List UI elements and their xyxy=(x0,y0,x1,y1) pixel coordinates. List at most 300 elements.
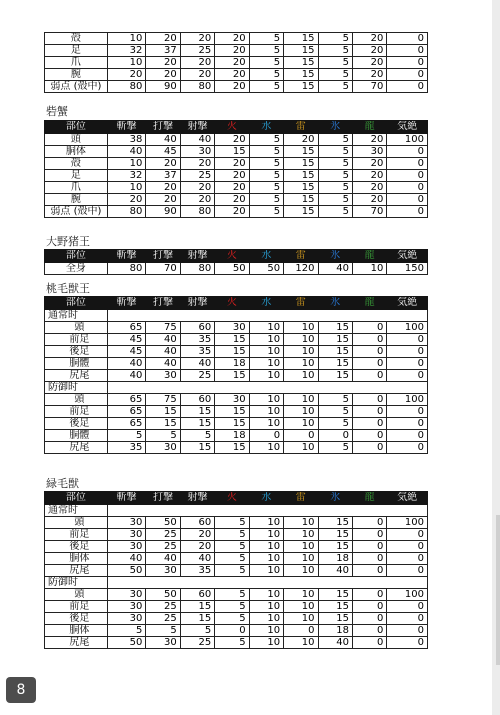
column-header: 雷 xyxy=(284,297,318,310)
value-cell: 20 xyxy=(146,57,180,69)
body-part-cell: 全身 xyxy=(45,263,108,275)
value-cell: 0 xyxy=(387,418,428,430)
value-cell: 20 xyxy=(215,45,249,57)
table-header-row xyxy=(45,297,428,310)
body-part-cell: 腕 xyxy=(45,69,108,81)
body-part-cell: 後足 xyxy=(45,541,108,553)
value-cell: 10 xyxy=(284,322,318,334)
value-cell: 40 xyxy=(146,346,180,358)
value-cell: 30 xyxy=(107,589,146,601)
value-cell: 5 xyxy=(249,69,283,81)
value-cell: 5 xyxy=(249,57,283,69)
value-cell: 15 xyxy=(146,418,180,430)
body-part-cell: 弱点 (殻中) xyxy=(45,81,108,93)
monster-title: 桃毛獣王 xyxy=(46,282,90,295)
table-row xyxy=(45,33,428,45)
column-header: 斬撃 xyxy=(107,492,146,505)
value-cell: 20 xyxy=(352,57,386,69)
column-header: 氷 xyxy=(318,250,352,263)
state-label-row xyxy=(45,577,428,589)
table-row xyxy=(45,406,428,418)
value-cell: 40 xyxy=(107,553,146,565)
value-cell: 75 xyxy=(146,394,180,406)
value-cell: 15 xyxy=(318,334,352,346)
value-cell: 40 xyxy=(146,358,180,370)
body-part-cell: 殻 xyxy=(45,158,108,170)
value-cell: 5 xyxy=(249,182,283,194)
value-cell: 0 xyxy=(352,589,386,601)
table-row xyxy=(45,442,428,454)
value-cell: 50 xyxy=(146,589,180,601)
value-cell: 65 xyxy=(107,322,146,334)
value-cell: 15 xyxy=(284,33,318,45)
value-cell: 60 xyxy=(180,394,214,406)
body-part-cell: 頭 xyxy=(45,322,108,334)
value-cell: 10 xyxy=(249,625,283,637)
value-cell: 0 xyxy=(387,158,428,170)
value-cell: 80 xyxy=(180,206,214,218)
table-row xyxy=(45,69,428,81)
body-part-cell: 胴体 xyxy=(45,553,108,565)
column-header: 斬撃 xyxy=(107,250,146,263)
empty-cell xyxy=(107,382,427,394)
value-cell: 20 xyxy=(215,206,249,218)
column-header: 気絶 xyxy=(387,492,428,505)
table-row xyxy=(45,370,428,382)
value-cell: 15 xyxy=(318,358,352,370)
value-cell: 10 xyxy=(249,601,283,613)
body-part-cell: 頭 xyxy=(45,589,108,601)
table-header-row xyxy=(45,250,428,263)
table-row xyxy=(45,194,428,206)
column-header: 打撃 xyxy=(146,250,180,263)
value-cell: 15 xyxy=(318,346,352,358)
value-cell: 20 xyxy=(180,194,214,206)
value-cell: 20 xyxy=(215,81,249,93)
value-cell: 38 xyxy=(107,134,146,146)
value-cell: 10 xyxy=(249,541,283,553)
value-cell: 10 xyxy=(249,322,283,334)
table-row xyxy=(45,134,428,146)
column-header: 気絶 xyxy=(387,250,428,263)
table-row xyxy=(45,346,428,358)
value-cell: 20 xyxy=(215,170,249,182)
value-cell: 0 xyxy=(352,601,386,613)
value-cell: 0 xyxy=(387,206,428,218)
table-row xyxy=(45,358,428,370)
column-header: 龍 xyxy=(352,121,386,134)
value-cell: 45 xyxy=(107,334,146,346)
state-label-row xyxy=(45,382,428,394)
column-header: 部位 xyxy=(45,250,108,263)
value-cell: 60 xyxy=(180,322,214,334)
value-cell: 0 xyxy=(284,625,318,637)
table-row xyxy=(45,553,428,565)
value-cell: 10 xyxy=(249,565,283,577)
value-cell: 20 xyxy=(107,194,146,206)
value-cell: 10 xyxy=(249,394,283,406)
hitzone-table xyxy=(44,120,428,218)
value-cell: 5 xyxy=(318,394,352,406)
value-cell: 5 xyxy=(249,45,283,57)
value-cell: 0 xyxy=(352,358,386,370)
value-cell: 5 xyxy=(249,146,283,158)
value-cell: 10 xyxy=(249,334,283,346)
value-cell: 15 xyxy=(215,334,249,346)
value-cell: 5 xyxy=(107,430,146,442)
table-row xyxy=(45,45,428,57)
value-cell: 0 xyxy=(352,565,386,577)
value-cell: 35 xyxy=(180,346,214,358)
body-part-cell: 前足 xyxy=(45,406,108,418)
value-cell: 150 xyxy=(387,263,428,275)
value-cell: 0 xyxy=(387,637,428,649)
empty-cell xyxy=(107,310,427,322)
column-header: 打撃 xyxy=(146,492,180,505)
value-cell: 0 xyxy=(387,565,428,577)
value-cell: 40 xyxy=(146,134,180,146)
empty-cell xyxy=(107,577,427,589)
value-cell: 20 xyxy=(215,182,249,194)
value-cell: 0 xyxy=(387,370,428,382)
value-cell: 40 xyxy=(107,370,146,382)
table-row xyxy=(45,517,428,529)
value-cell: 30 xyxy=(146,370,180,382)
value-cell: 30 xyxy=(215,322,249,334)
column-header: 打撃 xyxy=(146,297,180,310)
table-row xyxy=(45,263,428,275)
value-cell: 25 xyxy=(180,637,214,649)
column-header: 打撃 xyxy=(146,121,180,134)
table-row xyxy=(45,146,428,158)
value-cell: 15 xyxy=(284,206,318,218)
column-header: 射撃 xyxy=(180,121,214,134)
column-header: 水 xyxy=(249,492,283,505)
value-cell: 10 xyxy=(284,565,318,577)
value-cell: 0 xyxy=(387,406,428,418)
empty-cell xyxy=(107,505,427,517)
value-cell: 20 xyxy=(352,182,386,194)
body-part-cell: 足 xyxy=(45,170,108,182)
value-cell: 25 xyxy=(180,45,214,57)
value-cell: 0 xyxy=(387,57,428,69)
value-cell: 100 xyxy=(387,589,428,601)
value-cell: 0 xyxy=(387,358,428,370)
value-cell: 15 xyxy=(180,601,214,613)
column-header: 龍 xyxy=(352,250,386,263)
state-label: 防御时 xyxy=(45,577,108,589)
value-cell: 15 xyxy=(284,194,318,206)
value-cell: 20 xyxy=(180,182,214,194)
value-cell: 15 xyxy=(215,406,249,418)
column-header: 雷 xyxy=(284,121,318,134)
body-part-cell: 頭 xyxy=(45,517,108,529)
value-cell: 20 xyxy=(180,529,214,541)
state-label: 防御时 xyxy=(45,382,108,394)
table-row xyxy=(45,589,428,601)
column-header: 部位 xyxy=(45,121,108,134)
value-cell: 10 xyxy=(284,541,318,553)
value-cell: 60 xyxy=(180,517,214,529)
value-cell: 25 xyxy=(146,613,180,625)
value-cell: 0 xyxy=(387,334,428,346)
body-part-cell: 足 xyxy=(45,45,108,57)
table-row xyxy=(45,158,428,170)
value-cell: 15 xyxy=(284,182,318,194)
value-cell: 80 xyxy=(180,81,214,93)
column-header: 斬撃 xyxy=(107,297,146,310)
value-cell: 30 xyxy=(107,601,146,613)
value-cell: 0 xyxy=(352,370,386,382)
value-cell: 80 xyxy=(107,81,146,93)
value-cell: 10 xyxy=(284,601,318,613)
table-row xyxy=(45,625,428,637)
value-cell: 90 xyxy=(146,81,180,93)
table-row xyxy=(45,541,428,553)
table-row xyxy=(45,170,428,182)
value-cell: 5 xyxy=(215,529,249,541)
value-cell: 20 xyxy=(107,69,146,81)
value-cell: 32 xyxy=(107,45,146,57)
value-cell: 5 xyxy=(318,69,352,81)
value-cell: 10 xyxy=(107,182,146,194)
value-cell: 80 xyxy=(107,206,146,218)
value-cell: 0 xyxy=(387,529,428,541)
value-cell: 5 xyxy=(180,625,214,637)
hitzone-table-continued xyxy=(44,32,428,93)
body-part-cell: 後足 xyxy=(45,346,108,358)
value-cell: 30 xyxy=(352,146,386,158)
value-cell: 15 xyxy=(180,406,214,418)
value-cell: 0 xyxy=(387,182,428,194)
value-cell: 20 xyxy=(352,170,386,182)
value-cell: 25 xyxy=(180,170,214,182)
value-cell: 30 xyxy=(107,613,146,625)
value-cell: 15 xyxy=(318,529,352,541)
value-cell: 0 xyxy=(215,625,249,637)
table-row xyxy=(45,322,428,334)
value-cell: 30 xyxy=(146,442,180,454)
value-cell: 100 xyxy=(387,517,428,529)
value-cell: 37 xyxy=(146,45,180,57)
value-cell: 50 xyxy=(249,263,283,275)
monster-title: 緑毛獣 xyxy=(46,477,79,490)
value-cell: 20 xyxy=(215,33,249,45)
value-cell: 20 xyxy=(215,158,249,170)
value-cell: 5 xyxy=(318,194,352,206)
table-row xyxy=(45,565,428,577)
value-cell: 40 xyxy=(180,358,214,370)
value-cell: 0 xyxy=(387,146,428,158)
value-cell: 60 xyxy=(180,589,214,601)
body-part-cell: 尻尾 xyxy=(45,442,108,454)
value-cell: 5 xyxy=(318,158,352,170)
value-cell: 0 xyxy=(387,430,428,442)
value-cell: 35 xyxy=(180,334,214,346)
body-part-cell: 弱点 (殻中) xyxy=(45,206,108,218)
value-cell: 0 xyxy=(352,529,386,541)
value-cell: 5 xyxy=(318,418,352,430)
value-cell: 0 xyxy=(352,637,386,649)
value-cell: 5 xyxy=(318,81,352,93)
value-cell: 0 xyxy=(352,430,386,442)
value-cell: 20 xyxy=(180,541,214,553)
value-cell: 5 xyxy=(318,406,352,418)
value-cell: 70 xyxy=(352,206,386,218)
body-part-cell: 腕 xyxy=(45,194,108,206)
value-cell: 10 xyxy=(284,334,318,346)
value-cell: 5 xyxy=(215,613,249,625)
value-cell: 100 xyxy=(387,134,428,146)
value-cell: 5 xyxy=(249,194,283,206)
value-cell: 25 xyxy=(180,370,214,382)
table-row xyxy=(45,637,428,649)
value-cell: 10 xyxy=(249,418,283,430)
column-header: 射撃 xyxy=(180,250,214,263)
value-cell: 5 xyxy=(249,206,283,218)
value-cell: 15 xyxy=(215,418,249,430)
value-cell: 25 xyxy=(146,529,180,541)
scrollbar-track[interactable] xyxy=(496,515,500,665)
hitzone-table xyxy=(44,491,428,649)
value-cell: 5 xyxy=(146,430,180,442)
value-cell: 5 xyxy=(318,146,352,158)
value-cell: 90 xyxy=(146,206,180,218)
value-cell: 10 xyxy=(284,358,318,370)
table-row xyxy=(45,418,428,430)
value-cell: 10 xyxy=(107,57,146,69)
value-cell: 5 xyxy=(249,81,283,93)
value-cell: 0 xyxy=(352,553,386,565)
value-cell: 50 xyxy=(107,565,146,577)
value-cell: 15 xyxy=(284,57,318,69)
body-part-cell: 頭 xyxy=(45,394,108,406)
value-cell: 5 xyxy=(318,134,352,146)
body-part-cell: 爪 xyxy=(45,182,108,194)
value-cell: 0 xyxy=(387,346,428,358)
value-cell: 0 xyxy=(352,334,386,346)
value-cell: 0 xyxy=(387,553,428,565)
body-part-cell: 爪 xyxy=(45,57,108,69)
value-cell: 5 xyxy=(215,517,249,529)
column-header: 水 xyxy=(249,250,283,263)
value-cell: 30 xyxy=(107,529,146,541)
body-part-cell: 後足 xyxy=(45,613,108,625)
value-cell: 0 xyxy=(352,346,386,358)
value-cell: 30 xyxy=(107,541,146,553)
value-cell: 20 xyxy=(215,57,249,69)
body-part-cell: 尻尾 xyxy=(45,637,108,649)
value-cell: 5 xyxy=(146,625,180,637)
value-cell: 0 xyxy=(387,33,428,45)
value-cell: 70 xyxy=(146,263,180,275)
value-cell: 5 xyxy=(249,158,283,170)
body-part-cell: 殻 xyxy=(45,33,108,45)
body-part-cell: 胴體 xyxy=(45,358,108,370)
column-header: 射撃 xyxy=(180,297,214,310)
value-cell: 5 xyxy=(215,565,249,577)
body-part-cell: 前足 xyxy=(45,529,108,541)
value-cell: 10 xyxy=(249,346,283,358)
body-part-cell: 後足 xyxy=(45,418,108,430)
value-cell: 20 xyxy=(180,69,214,81)
value-cell: 0 xyxy=(387,442,428,454)
value-cell: 75 xyxy=(146,322,180,334)
table-row xyxy=(45,334,428,346)
value-cell: 20 xyxy=(215,194,249,206)
value-cell: 70 xyxy=(352,81,386,93)
column-header: 気絶 xyxy=(387,297,428,310)
value-cell: 10 xyxy=(249,613,283,625)
body-part-cell: 前足 xyxy=(45,601,108,613)
value-cell: 25 xyxy=(146,601,180,613)
value-cell: 15 xyxy=(318,322,352,334)
table-header-row xyxy=(45,492,428,505)
value-cell: 50 xyxy=(146,517,180,529)
value-cell: 0 xyxy=(318,430,352,442)
state-label: 通常时 xyxy=(45,310,108,322)
value-cell: 5 xyxy=(318,442,352,454)
value-cell: 15 xyxy=(215,346,249,358)
value-cell: 30 xyxy=(180,146,214,158)
value-cell: 5 xyxy=(215,637,249,649)
value-cell: 5 xyxy=(249,33,283,45)
body-part-cell: 尻尾 xyxy=(45,370,108,382)
value-cell: 0 xyxy=(387,170,428,182)
table-row xyxy=(45,430,428,442)
value-cell: 0 xyxy=(249,430,283,442)
value-cell: 37 xyxy=(146,170,180,182)
value-cell: 5 xyxy=(318,57,352,69)
value-cell: 0 xyxy=(387,69,428,81)
value-cell: 25 xyxy=(146,541,180,553)
value-cell: 0 xyxy=(284,430,318,442)
value-cell: 10 xyxy=(284,613,318,625)
value-cell: 10 xyxy=(352,263,386,275)
value-cell: 18 xyxy=(215,430,249,442)
value-cell: 35 xyxy=(107,442,146,454)
value-cell: 20 xyxy=(146,33,180,45)
value-cell: 15 xyxy=(318,517,352,529)
value-cell: 10 xyxy=(249,517,283,529)
body-part-cell: 胴体 xyxy=(45,625,108,637)
column-header: 雷 xyxy=(284,250,318,263)
value-cell: 18 xyxy=(318,553,352,565)
body-part-cell: 尻尾 xyxy=(45,565,108,577)
page-number-badge: 8 xyxy=(6,677,36,703)
body-part-cell: 胴体 xyxy=(45,146,108,158)
value-cell: 65 xyxy=(107,394,146,406)
column-header: 部位 xyxy=(45,492,108,505)
value-cell: 40 xyxy=(146,334,180,346)
column-header: 水 xyxy=(249,121,283,134)
value-cell: 10 xyxy=(249,442,283,454)
value-cell: 5 xyxy=(318,206,352,218)
column-header: 水 xyxy=(249,297,283,310)
value-cell: 30 xyxy=(215,394,249,406)
value-cell: 5 xyxy=(180,430,214,442)
value-cell: 5 xyxy=(215,541,249,553)
value-cell: 20 xyxy=(352,158,386,170)
value-cell: 0 xyxy=(352,613,386,625)
value-cell: 10 xyxy=(284,370,318,382)
value-cell: 0 xyxy=(352,442,386,454)
value-cell: 5 xyxy=(107,625,146,637)
value-cell: 80 xyxy=(180,263,214,275)
column-header: 部位 xyxy=(45,297,108,310)
column-header: 火 xyxy=(215,297,249,310)
value-cell: 0 xyxy=(352,625,386,637)
